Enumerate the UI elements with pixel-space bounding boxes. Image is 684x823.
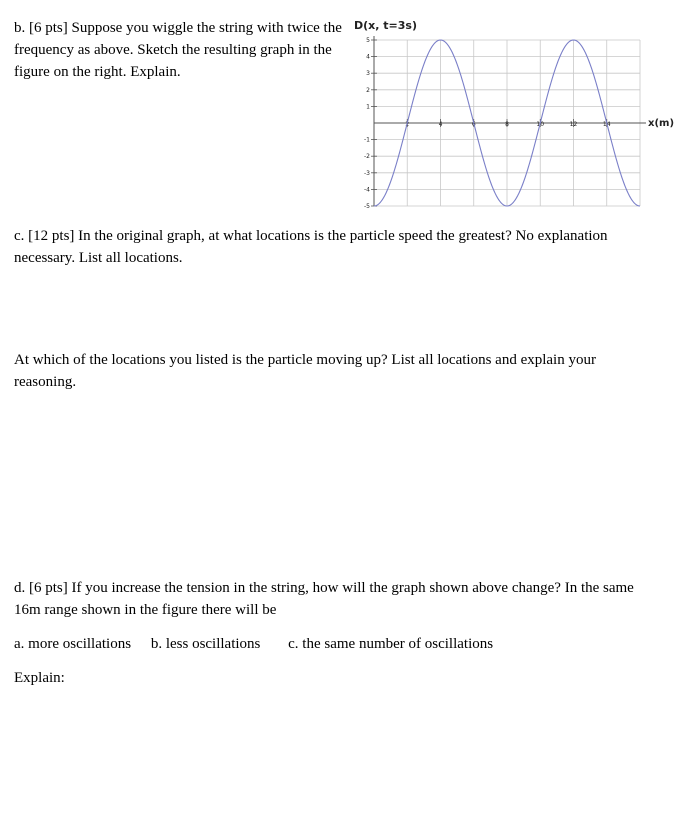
part-d-question: d. [6 pts] If you increase the tension in the string, how will the graph shown above change? In the same 16m range shown in the figure there will be (14, 580, 634, 618)
x-tick-label: 6 (471, 121, 476, 128)
x-tick-label: 8 (505, 121, 509, 128)
x-tick-label: 2 (405, 121, 410, 128)
y-tick-label: -1 (364, 136, 370, 144)
part-c-followup: At which of the locations you listed is the particle moving up? List all locations and explain your reasoning. (14, 352, 596, 390)
part-c-question: c. [12 pts] In the original graph, at what locations is the particle speed the greatest? No explanation necessary. List all locations. (14, 228, 608, 266)
part-b-text: b. [6 pts] Suppose you wiggle the string with twice the frequency as above. Sketch the resulting graph in the figure on the right. Explain. (14, 20, 342, 80)
x-tick-label: 14 (602, 121, 611, 128)
x-tick-label: 12 (569, 121, 578, 128)
y-tick-label: 5 (366, 37, 370, 44)
explain-label: Explain: (14, 670, 65, 686)
y-tick-label: -5 (364, 203, 370, 210)
graph-title: D(x, t=3s) (354, 19, 417, 32)
option-same-oscillations: c. the same number of oscillations (288, 636, 494, 652)
y-tick-label: -3 (364, 169, 370, 177)
displacement-graph (340, 10, 684, 215)
y-tick-label: -2 (364, 153, 370, 161)
y-tick-label: 2 (366, 86, 370, 94)
y-tick-label: 4 (366, 53, 370, 61)
x-tick-label: 10 (536, 121, 545, 128)
answer-options (14, 633, 654, 655)
x-tick-label: 4 (438, 121, 443, 128)
y-tick-label: 3 (366, 70, 370, 78)
y-tick-label: -4 (364, 186, 370, 194)
option-less-oscillations: b. less oscillations (150, 636, 261, 652)
graph-x-axis-label: x(m) (648, 118, 675, 129)
option-more-oscillations: a. more oscillations (14, 636, 132, 652)
y-tick-label: 1 (366, 103, 370, 111)
